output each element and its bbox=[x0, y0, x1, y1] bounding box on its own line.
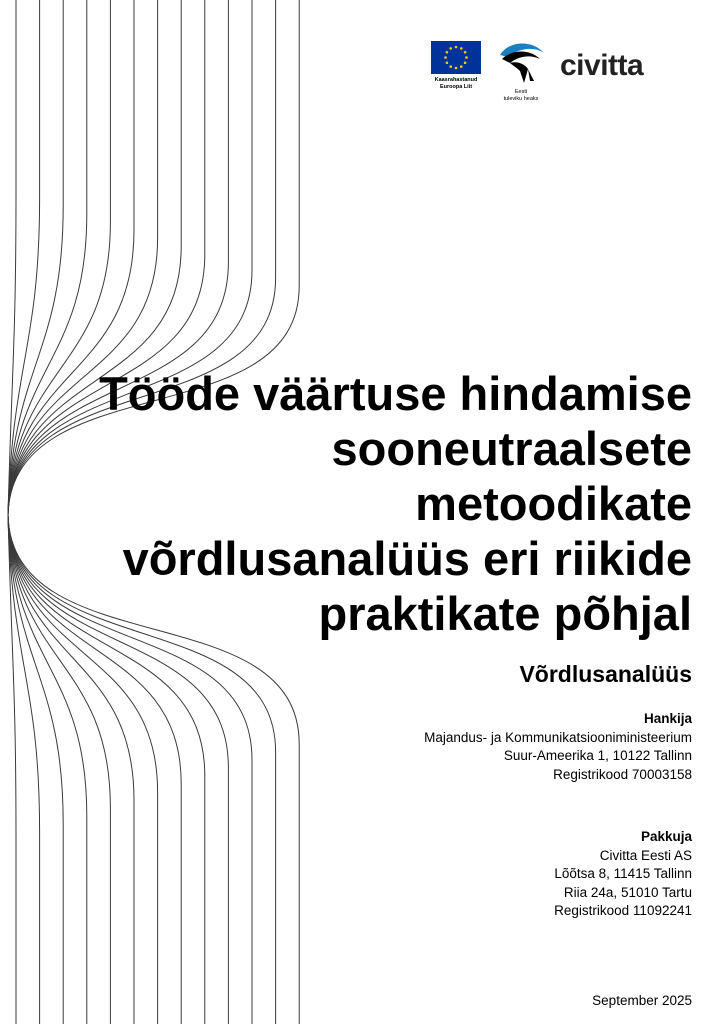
civitta-logo: civitta bbox=[560, 49, 644, 82]
eu-star-icon bbox=[455, 67, 458, 70]
eu-star-icon bbox=[455, 46, 458, 49]
provider-name: Civitta Eesti AS bbox=[599, 847, 692, 863]
estonia-caption-line1: Eesti bbox=[514, 89, 528, 95]
eu-flag-icon bbox=[431, 41, 481, 74]
document-title bbox=[99, 366, 692, 641]
estonia-caption-line2: tuleviku heaks bbox=[503, 95, 539, 102]
eu-star-icon bbox=[465, 56, 468, 59]
client-registry-code: Registrikood 70003158 bbox=[553, 766, 692, 782]
estonia-logo bbox=[494, 37, 548, 103]
title-line: võrdlusanalüüs eri riikide bbox=[122, 532, 692, 585]
client-name: Majandus- ja Kommunikatsiooniministeerium bbox=[424, 729, 692, 745]
title-line: Tööde väärtuse hindamise bbox=[99, 367, 692, 420]
decorative-line bbox=[8, 0, 87, 1024]
provider-address-tallinn: Lõõtsa 8, 11415 Tallinn bbox=[554, 866, 692, 881]
document-date: September 2025 bbox=[592, 993, 692, 1008]
eu-cofunded-logo bbox=[431, 41, 481, 95]
eu-logo-caption bbox=[425, 77, 487, 91]
decorative-line bbox=[8, 0, 16, 1024]
title-line: metoodikate bbox=[415, 477, 692, 530]
eu-star-icon bbox=[449, 65, 452, 68]
provider-block bbox=[554, 828, 692, 921]
title-line: praktikate põhjal bbox=[318, 587, 692, 640]
eu-caption-line2: Euroopa Liit bbox=[439, 84, 473, 90]
document-subtitle: Võrdlusanalüüs bbox=[519, 661, 692, 687]
client-block bbox=[424, 710, 692, 784]
estonia-logo-caption bbox=[494, 89, 548, 102]
estonia-swallow-icon bbox=[494, 37, 548, 89]
eu-star-icon bbox=[449, 47, 452, 50]
client-address: Suur-Ameerika 1, 10122 Tallinn bbox=[503, 748, 692, 763]
eu-star-icon bbox=[446, 61, 449, 64]
decorative-line bbox=[8, 0, 40, 1024]
decorative-line bbox=[8, 0, 110, 1024]
provider-address-tartu: Riia 24a, 51010 Tartu bbox=[563, 884, 692, 900]
title-line: sooneutraalsete bbox=[331, 422, 692, 475]
client-heading: Hankija bbox=[643, 711, 692, 726]
eu-star-icon bbox=[444, 56, 447, 59]
eu-star-icon bbox=[464, 51, 467, 54]
eu-star-icon bbox=[460, 47, 463, 50]
provider-heading: Pakkuja bbox=[640, 829, 692, 844]
eu-caption-line1: Kaasrahastanud bbox=[434, 77, 478, 83]
eu-star-icon bbox=[446, 51, 449, 54]
provider-registry-code: Registrikood 11092241 bbox=[554, 903, 692, 918]
eu-star-icon bbox=[460, 65, 463, 68]
eu-star-icon bbox=[464, 61, 467, 64]
